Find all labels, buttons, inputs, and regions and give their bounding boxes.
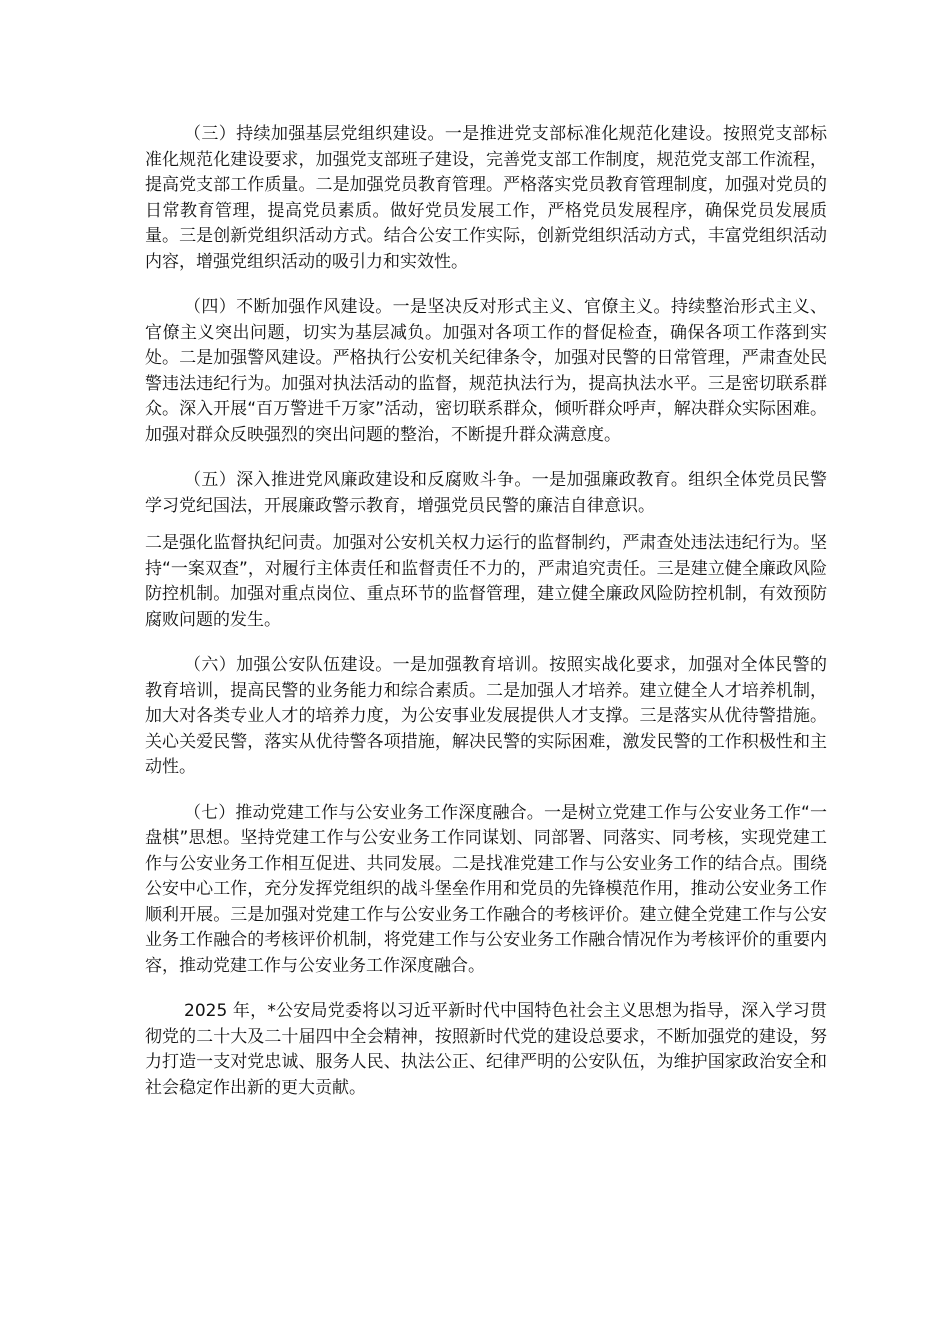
paragraph-section-3: （三）持续加强基层党组织建设。一是推进党支部标准化规范化建设。按照党支部标准化规范化建设要求，加强党支部班子建设，完善党支部工作制度，规范党支部工作流程，提高党支部工作质量。二是加强党员教育管理。严格落实党员教育管理制度，加强对党员的日常教育管理，提高党员素质。做好党员发展工作，严格党员发展程序，确保党员发展质量。三是创新党组织活动方式。结合公安工作实际，创新党组织活动方式，丰富党组织活动内容，增强党组织活动的吸引力和实效性。	[145, 124, 827, 272]
paragraph-section-7: （七）推动党建工作与公安业务工作深度融合。一是树立党建工作与公安业务工作“一盘棋”思想。坚持党建工作与公安业务工作同谋划、同部署、同落实、同考核，实现党建工作与公安业务工作相互促进、共同发展。二是找准党建工作与公安业务工作的结合点。围绕公安中心工作，充分发挥党组织的战斗堡垒作用和党员的先锋模范作用，推动公安业务工作顺利开展。三是加强对党建工作与公安业务工作融合的考核评价。建立健全党建工作与公安业务工作融合的考核评价机制，将党建工作与公安业务工作融合情况作为考核评价的重要内容，推动党建工作与公安业务工作深度融合。	[145, 802, 827, 976]
paragraph-section-5-continued: 二是强化监督执纪问责。加强对公安机关权力运行的监督制约，严肃查处违法违纪行为。坚持“一案双查”，对履行主体责任和监督责任不力的，严肃追究责任。三是建立健全廉政风险防控机制。加强对重点岗位、重点环节的监督管理，建立健全廉政风险防控机制，有效预防腐败问题的发生。	[145, 533, 827, 630]
paragraph-section-4: （四）不断加强作风建设。一是坚决反对形式主义、官僚主义。持续整治形式主义、官僚主义突出问题，切实为基层减负。加强对各项工作的督促检查，确保各项工作落到实处。二是加强警风建设。严格执行公安机关纪律条令，加强对民警的日常管理，严肃查处民警违法违纪行为。加强对执法活动的监督，规范执法行为，提高执法水平。三是密切联系群众。深入开展“百万警进千万家”活动，密切联系群众，倾听群众呼声，解决群众实际困难。加强对群众反映强烈的突出问题的整治，不断提升群众满意度。	[145, 297, 827, 445]
paragraph-conclusion: 2025 年，*公安局党委将以习近平新时代中国特色社会主义思想为指导，深入学习贯彻党的二十大及二十届四中全会精神，按照新时代党的建设总要求，不断加强党的建设，努力打造一支对党忠诚、服务人民、执法公正、纪律严明的公安队伍，为维护国家政治安全和社会稳定作出新的更大贡献。	[145, 1001, 827, 1098]
paragraph-section-6: （六）加强公安队伍建设。一是加强教育培训。按照实战化要求，加强对全体民警的教育培训，提高民警的业务能力和综合素质。二是加强人才培养。建立健全人才培养机制，加大对各类专业人才的培养力度，为公安事业发展提供人才支撑。三是落实从优待警措施。关心关爱民警，落实从优待警各项措施，解决民警的实际困难，激发民警的工作积极性和主动性。	[145, 655, 827, 777]
document-page	[145, 122, 827, 1121]
paragraph-section-5: （五）深入推进党风廉政建设和反腐败斗争。一是加强廉政教育。组织全体党员民警学习党纪国法，开展廉政警示教育，增强党员民警的廉洁自律意识。	[145, 470, 827, 516]
